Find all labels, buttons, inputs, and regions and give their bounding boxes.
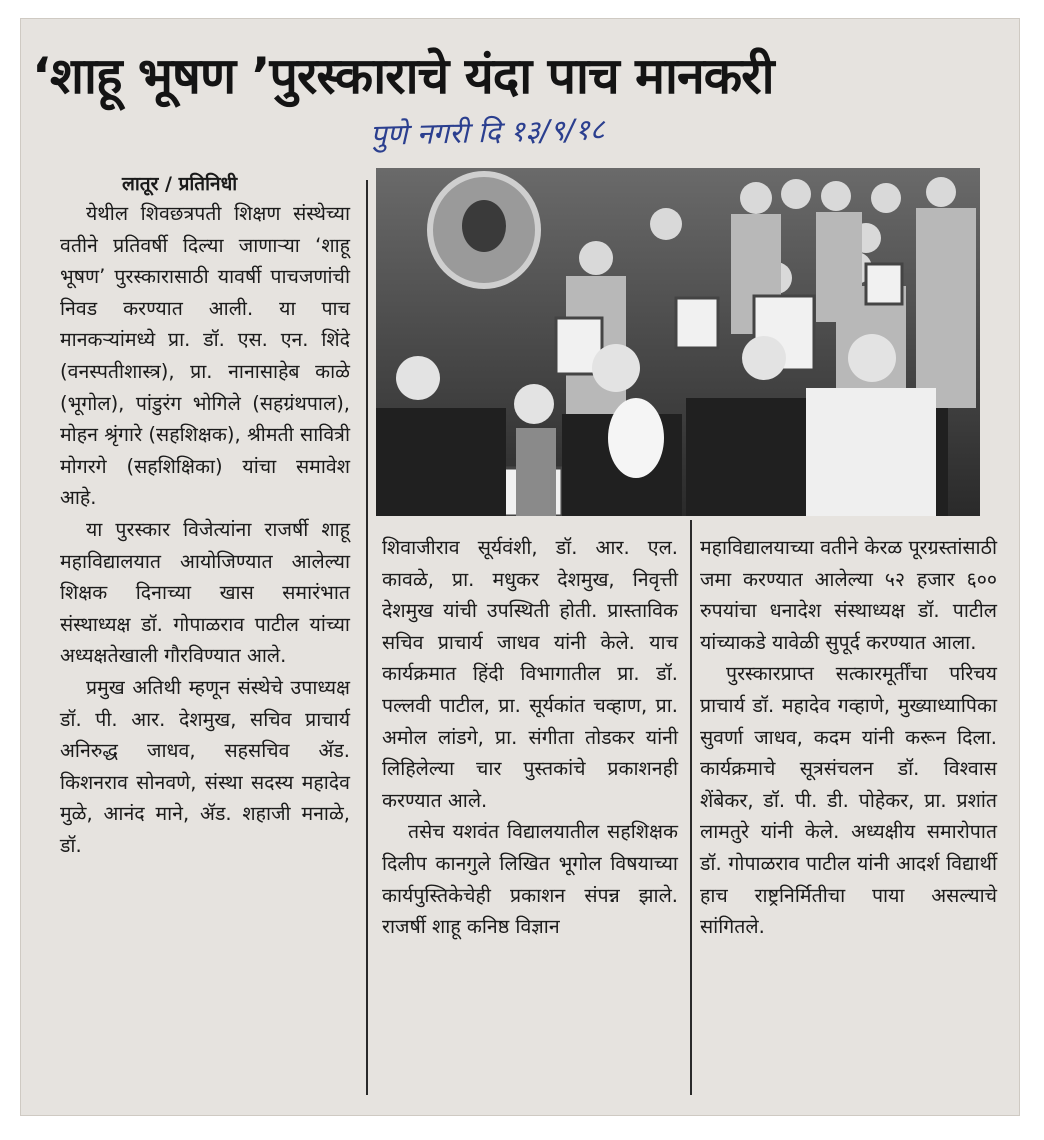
column-divider <box>366 180 368 1095</box>
headline: ‘शाहू भूषण ’पुरस्काराचे यंदा पाच मानकरी <box>32 47 774 105</box>
paragraph: पुरस्कारप्राप्त सत्कारमूर्तींचा परिचय प्राचार्य डॉ. महादेव गव्हाणे, मुख्याध्यापिका सुवर्णा जाधव, कदम यांनी करून दिला. कार्यक्रमाचे सूत्रसंचलन डॉ. विश्वास शेंबेकर, डॉ. पी. डी. पोहेकर, प्रा. प्रशांत लामतुरे यांनी केले. अध्यक्षीय समारोपात डॉ. गोपाळराव पाटील यांनी आदर्श विद्यार्थी हाच राष्ट्रनिर्मितीचा पाया असल्याचे सांगितले. <box>700 662 997 939</box>
paragraph: या पुरस्कार विजेत्यांना राजर्षी शाहू महाविद्यालयात आयोजिण्यात आलेल्या शिक्षक दिनाच्या खास समारंभात संस्थाध्यक्ष डॉ. गोपाळराव पाटील यांच्या अध्यक्षतेखाली गौरविण्यात आले. <box>60 517 350 668</box>
paragraph: महाविद्यालयाच्या वतीने केरळ पूरग्रस्तांसाठी जमा करण्यात आलेल्या ५२ हजार ६०० रुपयांचा धनादेश संस्थाध्यक्ष डॉ. पाटील यांच्याकडे यावेळी सुपूर्द करण्यात आला. <box>700 536 997 654</box>
article-column-1 <box>60 198 350 861</box>
photo-illustration <box>376 168 980 516</box>
paragraph: तसेच यशवंत विद्यालयातील सहशिक्षक दिलीप कानगुले लिखित भूगोल विषयाच्या कार्यपुस्तिकेचेही प्रकाशन संपन्न झाले. राजर्षी शाहू कनिष्ठ विज्ञान <box>382 820 678 939</box>
column-divider <box>690 520 692 1095</box>
award-ceremony-photo <box>376 168 980 516</box>
paragraph: येथील शिवछत्रपती शिक्षण संस्थेच्या वतीने प्रतिवर्षी दिल्या जाणाऱ्या ‘शाहू भूषण’ पुरस्कारासाठी यावर्षी पाचजणांची निवड करण्यात आली. या पाच मानकऱ्यांमध्ये प्रा. डॉ. एस. एन. शिंदे (वनस्पतीशास्त्र), प्रा. नानासाहेब काळे (भूगोल), पांडुरंग भोगिले (सहग्रंथपाल), मोहन श्रृंगारे (सहशिक्षक), श्रीमती सावित्री मोगरगे (सहशिक्षिका) यांचा समावेश आहे. <box>60 202 350 510</box>
handwritten-date-note: पुणे नगरी दि १३/९/१८ <box>369 111 606 153</box>
article-column-2 <box>382 532 678 943</box>
article-column-3 <box>700 532 997 943</box>
paragraph: प्रमुख अतिथी म्हणून संस्थेचे उपाध्यक्ष डॉ. पी. आर. देशमुख, सचिव प्राचार्य अनिरुद्ध जाधव, सहसचिव ॲड. किशनराव सोनवणे, संस्था सदस्य महादेव मुळे, आनंद माने, ॲड. शहाजी मनाळे, डॉ. <box>60 675 350 857</box>
paragraph: शिवाजीराव सूर्यवंशी, डॉ. आर. एल. कावळे, प्रा. मधुकर देशमुख, निवृत्ती देशमुख यांची उपस्थिती होती. प्रास्ताविक सचिव प्राचार्य जाधव यांनी केले. याच कार्यक्रमात हिंदी विभागातील प्रा. डॉ. पल्लवी पाटील, प्रा. सूर्यकांत चव्हाण, प्रा. अमोल लांडगे, प्रा. संगीता तोडकर यांनी लिहिलेल्या चार पुस्तकांचे प्रकाशनही करण्यात आले. <box>382 536 678 812</box>
dateline: लातूर / प्रतिनिधी <box>122 173 238 195</box>
